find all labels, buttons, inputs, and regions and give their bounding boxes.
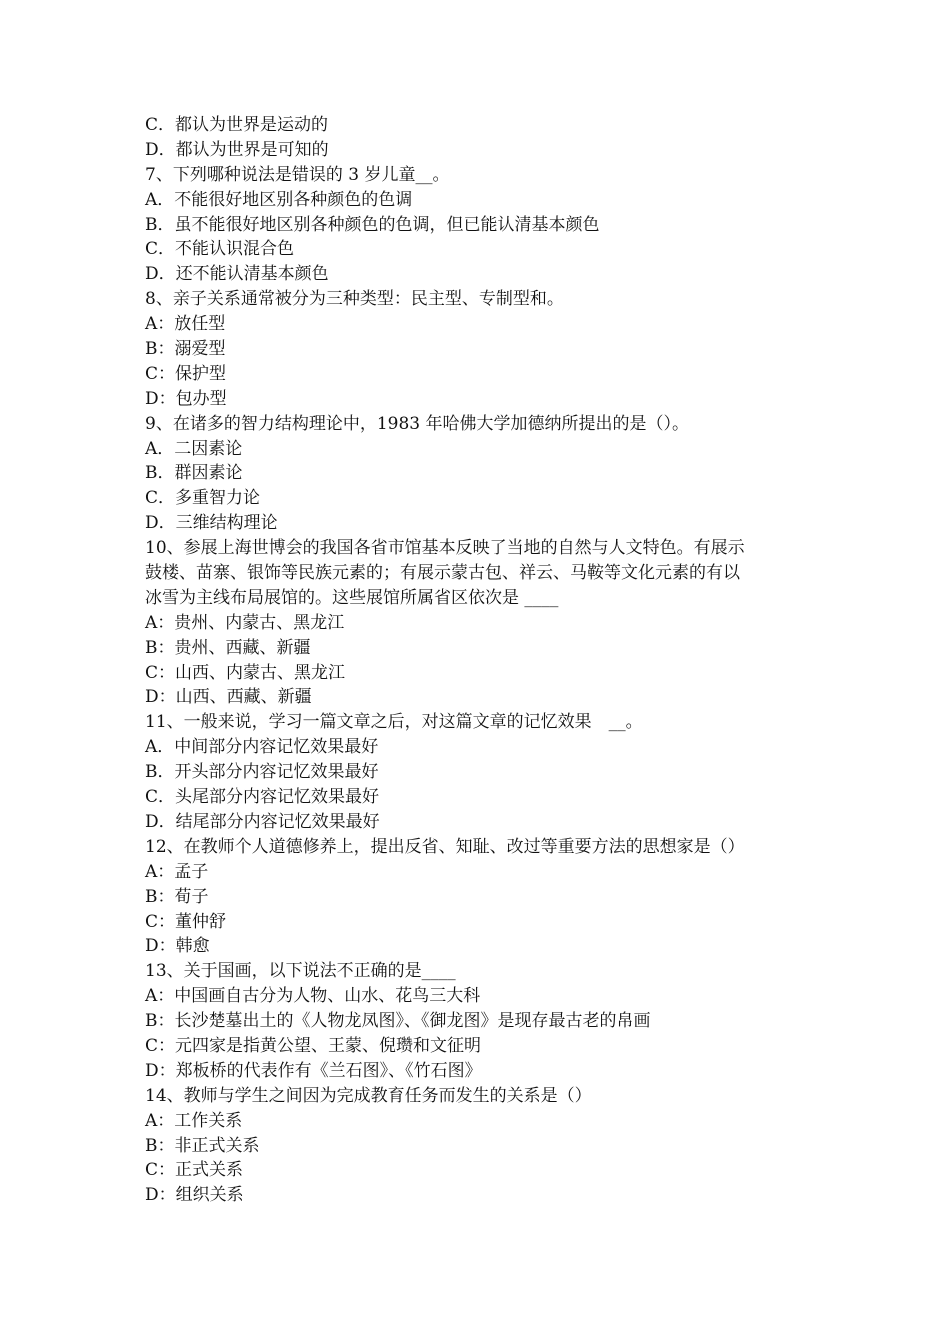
option-line: A：中国画自古分为人物、山水、花鸟三大科: [145, 986, 481, 1007]
question-line: 7、下列哪种说法是错误的 3 岁儿童__。: [145, 164, 450, 185]
option-line: C：正式关系: [145, 1160, 244, 1181]
option-line: B．虽不能很好地区别各种颜色的色调，但已能认清基本颜色: [145, 214, 600, 235]
option-line: C：元四家是指黄公望、王蒙、倪瓒和文征明: [145, 1035, 482, 1056]
option-line: A：工作关系: [145, 1110, 243, 1131]
option-line: B：溺爱型: [145, 339, 226, 360]
option-line: B：长沙楚墓出土的《人物龙凤图》、《御龙图》是现存最古老的帛画: [145, 1011, 651, 1032]
option-line: B：非正式关系: [145, 1135, 260, 1156]
option-line: A：放任型: [145, 314, 226, 335]
option-line: C．头尾部分内容记忆效果最好: [145, 787, 380, 808]
option-line: C．不能认识混合色: [145, 239, 295, 260]
option-line: C：保护型: [145, 363, 227, 384]
option-line: D：组织关系: [145, 1185, 244, 1206]
option-line: D：包办型: [145, 388, 227, 409]
option-line: C．都认为世界是运动的: [145, 115, 329, 135]
question-line: 12、在教师个人道德修养上，提出反省、知耻、改过等重要方法的思想家是（）: [145, 836, 745, 857]
option-line: C：山西、内蒙古、黑龙江: [145, 662, 346, 683]
option-line: A．不能很好地区别各种颜色的色调: [145, 189, 413, 210]
option-line: C：董仲舒: [145, 911, 227, 932]
option-line: A：孟子: [145, 861, 209, 882]
question-line: 11、一般来说，学习一篇文章之后，对这篇文章的记忆效果 __。: [145, 712, 643, 733]
option-line: D：山西、西藏、新疆: [145, 687, 312, 708]
option-line: D：韩愈: [145, 936, 210, 957]
question-line: 9、在诸多的智力结构理论中，1983 年哈佛大学加德纳所提出的是（）。: [145, 413, 689, 434]
question-line-continued: 冰雪为主线布局展馆的。这些展馆所属省区依次是 ____: [145, 587, 559, 608]
question-line-continued: 鼓楼、苗寨、银饰等民族元素的；有展示蒙古包、祥云、马鞍等文化元素的有以: [145, 563, 740, 584]
option-line: C．多重智力论: [145, 488, 261, 509]
option-line: A．二因素论: [145, 438, 243, 459]
question-line: 10、参展上海世博会的我国各省市馆基本反映了当地的自然与人文特色。有展示: [145, 538, 745, 559]
option-line: D：郑板桥的代表作有《兰石图》、《竹石图》: [145, 1060, 482, 1081]
option-line: D．都认为世界是可知的: [145, 139, 329, 160]
option-line: B．群因素论: [145, 463, 243, 484]
option-line: D．还不能认清基本颜色: [145, 264, 329, 285]
option-line: D．结尾部分内容记忆效果最好: [145, 811, 380, 832]
question-line: 8、亲子关系通常被分为三种类型：民主型、专制型和。: [145, 289, 564, 310]
question-line: 13、关于国画，以下说法不正确的是____: [145, 961, 456, 982]
option-line: A．中间部分内容记忆效果最好: [145, 737, 379, 758]
option-line: A：贵州、内蒙古、黑龙江: [145, 612, 345, 633]
option-line: B：荀子: [145, 886, 209, 907]
document-body: [145, 113, 815, 1208]
option-line: B：贵州、西藏、新疆: [145, 637, 311, 658]
option-line: B．开头部分内容记忆效果最好: [145, 762, 379, 783]
option-line: D．三维结构理论: [145, 513, 278, 534]
question-line: 14、教师与学生之间因为完成教育任务而发生的关系是（）: [145, 1085, 592, 1106]
